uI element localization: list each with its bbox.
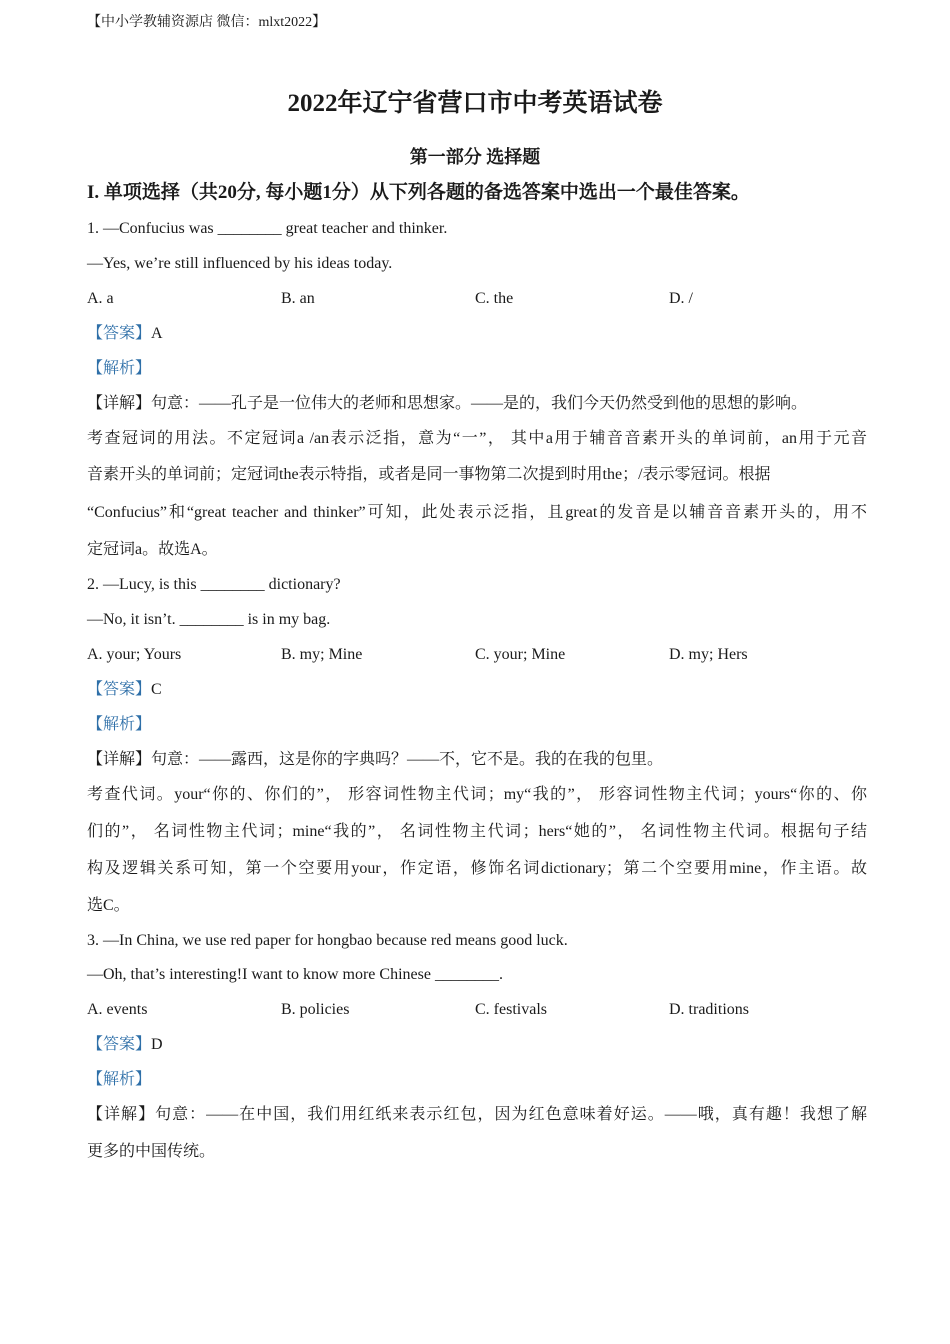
question-3-analysis-tag bbox=[87, 1069, 867, 1091]
question-1-detail-line: 【详解】句意：——孔子是一位伟大的老师和思想家。——是的，我们今天仍然受到他的思想的影响。 bbox=[87, 395, 808, 412]
answer-tag: 【答案】 bbox=[87, 1036, 152, 1053]
question-3-options bbox=[87, 999, 867, 1021]
question-2-detail-line: 【详解】句意：——露西，这是你的字典吗？——不，它不是。我的在我的包里。 bbox=[87, 751, 664, 768]
question-2-detail-line: 选C。 bbox=[87, 897, 130, 914]
answer-value: A bbox=[151, 325, 163, 342]
question-3-stem: 3. —In China, we use red paper for hongbao because red means good luck. bbox=[87, 932, 568, 949]
answer-value: D bbox=[151, 1036, 163, 1053]
question-1-answer bbox=[87, 323, 867, 345]
analysis-tag: 【解析】 bbox=[87, 716, 152, 733]
question-1-detail-line: 定冠词a。故选A。 bbox=[87, 541, 218, 558]
question-2-detail-line: 们的”， 名词性物主代词；mine“我的”， 名词性物主代词；hers“她的”， 名词性物主代词。根据句子结 bbox=[87, 823, 867, 840]
answer-tag: 【答案】 bbox=[87, 681, 152, 698]
option-c: C. the bbox=[475, 290, 514, 307]
option-b: B. an bbox=[281, 290, 315, 307]
question-1-detail-line: 音素开头的单词前；定冠词the表示特指，或者是同一事物第二次提到时用the；/表示零冠词。根据 bbox=[87, 466, 771, 483]
question-2-answer bbox=[87, 679, 867, 701]
option-b: B. my; Mine bbox=[281, 646, 363, 663]
question-2-options bbox=[87, 644, 867, 666]
question-2-analysis-tag bbox=[87, 714, 867, 736]
question-2-stem: 2. —Lucy, is this ________ dictionary? bbox=[87, 576, 341, 593]
option-a: A. your; Yours bbox=[87, 646, 182, 663]
option-a: A. events bbox=[87, 1001, 148, 1018]
question-1-detail-line: “Confucius”和“great teacher and thinker”可知，此处表示泛指，且great的发音是以辅音音素开头的，用不 bbox=[87, 504, 867, 521]
question-3-detail-line: 【详解】句意：——在中国，我们用红纸来表示红包，因为红色意味着好运。——哦，真有趣！我想了解 bbox=[87, 1106, 867, 1123]
analysis-tag: 【解析】 bbox=[87, 1071, 152, 1088]
question-1-reply: —Yes, we’re still influenced by his ideas today. bbox=[87, 255, 393, 272]
question-1-detail-line: 考查冠词的用法。不定冠词a /an表示泛指，意为“一”， 其中a用于辅音音素开头的单词前，an用于元音 bbox=[87, 430, 867, 447]
question-1-stem: 1. —Confucius was ________ great teacher and thinker. bbox=[87, 220, 448, 237]
answer-value: C bbox=[151, 681, 162, 698]
question-3-reply: —Oh, that’s interesting!I want to know more Chinese ________. bbox=[87, 966, 503, 983]
section-title: I. 单项选择（共20分, 每小题1分）从下列各题的备选答案中选出一个最佳答案。 bbox=[87, 182, 750, 203]
question-1-analysis-tag bbox=[87, 358, 867, 380]
option-b: B. policies bbox=[281, 1001, 350, 1018]
question-3-answer bbox=[87, 1034, 867, 1056]
question-1-options bbox=[87, 288, 867, 310]
part-title: 第一部分 选择题 bbox=[409, 147, 541, 167]
question-2-reply: —No, it isn’t. ________ is in my bag. bbox=[87, 611, 331, 628]
answer-tag: 【答案】 bbox=[87, 325, 152, 342]
option-c: C. festivals bbox=[475, 1001, 547, 1018]
option-c: C. your; Mine bbox=[475, 646, 566, 663]
question-2-detail-line: 考查代词。your“你的、你们的”， 形容词性物主代词；my“我的”， 形容词性物主代词；yours“你的、你 bbox=[87, 786, 867, 803]
question-3-detail-line: 更多的中国传统。 bbox=[87, 1143, 216, 1160]
analysis-tag: 【解析】 bbox=[87, 360, 152, 377]
header-note: 【中小学教辅资源店 微信：mlxt2022】 bbox=[87, 15, 327, 30]
option-d: D. traditions bbox=[669, 1001, 749, 1018]
page-title: 2022年辽宁省营口市中考英语试卷 bbox=[287, 90, 663, 117]
option-d: D. / bbox=[669, 290, 693, 307]
option-d: D. my; Hers bbox=[669, 646, 748, 663]
option-a: A. a bbox=[87, 290, 114, 307]
question-2-detail-line: 构及逻辑关系可知，第一个空要用your，作定语，修饰名词dictionary；第二个空要用mine，作主语。故 bbox=[87, 860, 867, 877]
